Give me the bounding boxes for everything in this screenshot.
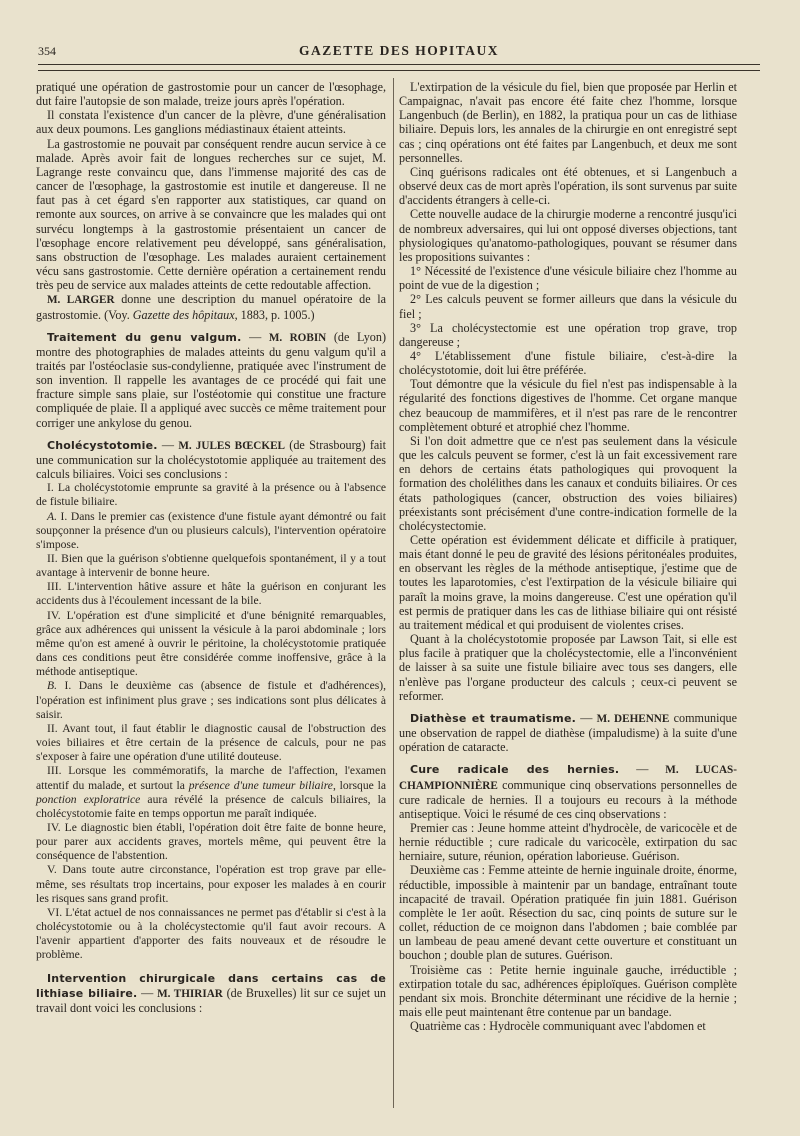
- author-name: M. THIRIAR: [157, 987, 223, 1000]
- header-rule-bottom: [38, 70, 760, 71]
- conclusion-item: II. Avant tout, il faut établir le diagnostic causal de l'obstruction des voies biliaires et être certain de la présence de calculs, pour ne pas s'exposer à faire une opération d'une utilité douteuse.: [36, 721, 386, 764]
- left-column: [36, 80, 386, 1015]
- section-heading: Cure radicale des hernies.: [410, 763, 620, 777]
- section-heading: Traitement du genu valgum.: [47, 330, 242, 344]
- section-paragraph: Traitement du genu valgum. — M. ROBIN (de Lyon) montre des photographies de malades atteints du genu valgum qu'il a traités par l'ostéoclasie sus-condylienne, pratiquée avec l'instrument de son invention. Il rappelle les avantages de ce procédé qui fait une fracture simple sans plaie, sur l'ostéotomie qui constitue une fracture compliquée de plaie. Il a appliqué avec succès ce même traitement pour corriger une ankylose du genou.: [36, 329, 386, 430]
- paragraph: M. LARGER donne une description du manuel opératoire de la gastrostomie. (Voy. Gazette des hôpitaux, 1883, p. 1005.): [36, 292, 386, 322]
- author-name: M. LUCAS-CHAMPIONNIÈRE: [399, 764, 737, 792]
- section-heading: Intervention chirurgicale dans certains cas de lithiase biliaire.: [36, 971, 386, 1000]
- author-name: M. ROBIN: [268, 331, 327, 344]
- header-rule-top: [38, 64, 760, 65]
- journal-title: GAZETTE DES HOPITAUX: [298, 43, 500, 58]
- page-number: 354: [38, 44, 56, 58]
- author-name: M. DEHENNE: [596, 712, 670, 725]
- paragraph: L'extirpation de la vésicule du fiel, bien que proposée par Herlin et Campaignac, n'avait pas encore été faite chez l'homme, lorsque Langenbuch (de Berlin), en 1882, la pratiqua pour un cas de lithiase biliaire. Depuis lors, les annales de la chirurgie en ont enregistré sept cas ; cinq opérations ont été faites par Langenbuch, et deux me sont personnelles.: [399, 80, 737, 165]
- paragraph: Cette opération est évidemment délicate et difficile à pratiquer, mais étant donné le peu de gravité des lésions péritonéales produites, en observant les règles de la méthode antiseptique, j'estime que de toutes les laparotomies, c'est l'extirpation de la vésicule biliaire qui paraît la moins grave, la moins dangereuse. C'est une opération qu'il est permis de pratiquer dans les cas de lithiase biliaire qui ont résisté au traitement médical et qui produisent de violentes crises.: [399, 533, 737, 632]
- conclusion-item: A. I. Dans le premier cas (existence d'une fistule ayant démontré ou fait soupçonner la présence d'un ou plusieurs calculs), l'intervention opératoire s'impose.: [36, 509, 386, 551]
- paragraph: Il constata l'existence d'un cancer de la plèvre, d'une généralisation aux deux poumons. Les ganglions médiastinaux étaient atteints.: [36, 108, 386, 137]
- case-paragraph: Premier cas : Jeune homme atteint d'hydrocèle, de varicocèle et de hernie réductible ; cure radicale du varicocèle, extirpation du sac herniaire, suture, réunion, opération laborieuse. Guérison.: [399, 820, 737, 864]
- paragraph: Tout démontre que la vésicule du fiel n'est pas indispensable à la régularité des fonctions digestives de l'homme. Cet organe manque chez beaucoup de mammifères, et il n'est pas rare de le rencontrer complètement obturé et atrophié chez l'homme.: [399, 377, 737, 434]
- conclusion-item: VI. L'état actuel de nos connaissances ne permet pas d'établir si c'est à la cholécystotomie ou à la cholécystectomie qu'il faut avoir recours. A l'avenir appartient d'apporter des faits nouveaux et de résoudre le problème.: [36, 905, 386, 962]
- list-item: 3° La cholécystectomie est une opération trop grave, trop dangereuse ;: [399, 320, 737, 349]
- conclusion-item: B. I. Dans le deuxième cas (absence de fistule et d'adhérences), l'opération est infiniment plus grave ; ses indications sont plus délicates à saisir.: [36, 679, 386, 721]
- column-separator: [393, 78, 394, 1108]
- conclusion-item: III. L'intervention hâtive assure et hâte la guérison en conjurant les accidents dus à l'écoulement incessant de la bile.: [36, 580, 386, 608]
- paragraph: Cette nouvelle audace de la chirurgie moderne a rencontré jusqu'ici de nombreux adversaires, qui lui ont opposé diverses objections, tant physiologiques qu'anatomo-pathologiques, pouvant se résumer dans les propositions suivantes :: [399, 207, 737, 264]
- conclusion-item: IV. Le diagnostic bien établi, l'opération doit être faite de bonne heure, pour parer aux accidents graves, mortels même, qui peuvent être la conséquence de l'abstention.: [36, 820, 386, 863]
- author-name: M. JULES BŒCKEL: [178, 439, 286, 452]
- list-item: 2° Les calculs peuvent se former ailleurs que dans la vésicule du fiel ;: [399, 292, 737, 321]
- paragraph: Si l'on doit admettre que ce n'est pas seulement dans la vésicule que les calculs peuvent se former, c'est là un fait excessivement rare en dehors de certains états pathologiques qui provoquent la formation des cholélithes dans les canaux et conduits biliaires. Or ces états pathologiques (cancer, obstruction des voies biliaires) préexistants sont précisément d'une contre-indication formelle de la cholécystectomie.: [399, 433, 737, 533]
- section-paragraph: Cure radicale des hernies. — M. LUCAS-CHAMPIONNIÈRE communique cinq observations personnelles de cure radicale de hernies. Il a toujours eu recours à la méthode antiseptique. Voici le résumé de ces cinq observations :: [399, 762, 737, 821]
- section-paragraph: Diathèse et traumatisme. — M. DEHENNE communique une observation de rappel de diathèse (impaludisme) à la suite d'une opération de cataracte.: [399, 710, 737, 755]
- conclusion-item: I. La cholécystotomie emprunte sa gravité à la présence ou à l'absence de fistule biliaire.: [36, 481, 386, 509]
- section-heading: Diathèse et traumatisme.: [410, 711, 576, 725]
- journal-reference: Gazette des hôpitaux: [132, 307, 235, 322]
- section-paragraph: Cholécystotomie. — M. JULES BŒCKEL (de Strasbourg) fait une communication sur la cholécystotomie appliquée au traitement des calculs biliaires. Voici ses conclusions :: [36, 437, 386, 482]
- page-header: [38, 40, 760, 60]
- list-item: 1° Nécessité de l'existence d'une vésicule biliaire chez l'homme au point de vue de la digestion ;: [399, 264, 737, 293]
- list-item: 4° L'établissement d'une fistule biliaire, c'est-à-dire la cholécystotomie, doit lui être préférée.: [399, 348, 737, 378]
- paragraph: La gastrostomie ne pouvait par conséquent rendre aucun service à ce malade. Après avoir fait de longues recherches sur ce sujet, M. Lagrange reste convaincu que, dans l'immense majorité des cas de cancer de l'œsophage, la gastrostomie est inutile et dangereuse. Il ne faut pas à cet égard s'en rapporter aux statistiques, car quand on remonte aux sources, on arrive à se convaincre que les malades qui ont survécu longtemps à la gastrostomie présentaient un cancer de l'œsophage encore relativement peu développé, sans généralisation, sans obstruction de l'œsophage. Les malades auraient certainement vécu sans gastrostomie. Cette dernière opération a certainement rendu très peu de service aux malades atteints de cette redoutable affection.: [36, 136, 386, 293]
- conclusion-item: IV. L'opération est d'une simplicité et d'une bénignité remarquables, grâce aux adhérences qui unissent la vésicule à la paroi abdominale ; lors même qu'on est amené à ouvrir le péritoine, la cholécystotomie pratiquée dans ces conditions peut être considérée comme inoffensive, grâce à la méthode antiseptique.: [36, 608, 386, 679]
- section-heading: Cholécystotomie.: [47, 438, 158, 452]
- case-paragraph: Quatrième cas : Hydrocèle communiquant avec l'abdomen et: [410, 1019, 706, 1034]
- conclusion-item: II. Bien que la guérison s'obtienne quelquefois spontanément, il y a tout avantage à intervenir de bonne heure.: [36, 552, 386, 580]
- case-paragraph: Troisième cas : Petite hernie inguinale gauche, irréductible ; extirpation totale du sac, adhérences épiploïques. Guérison complète pendant six mois. Bronchite déterminant une récidive de la hernie ; mais elle peut maintenant être contenue par un bandage.: [399, 962, 737, 1019]
- paragraph: Cinq guérisons radicales ont été obtenues, et si Langenbuch a observé deux cas de mort après l'opération, ils sont survenus par suite d'accidents étrangers à celle-ci.: [399, 164, 737, 208]
- conclusion-item: V. Dans toute autre circonstance, l'opération est trop grave par elle-même, ses résultats trop incertains, pour exposer les malades à en courir les risques sans grand profit.: [36, 863, 386, 905]
- paragraph: Quant à la cholécystotomie proposée par Lawson Tait, si elle est plus facile à pratiquer que la cholécystectomie, elle a l'inconvénient de laisser à sa suite une fistule biliaire avec tous ses dangers, elle n'enlève pas l'organe producteur des calculs ; ceux-ci peuvent se reformer.: [399, 632, 737, 703]
- author-name: M. LARGER: [47, 294, 115, 307]
- right-column: [399, 80, 737, 1033]
- paragraph: pratiqué une opération de gastrostomie pour un cancer de l'œsophage, dut faire l'autopsie de son malade, treize jours après l'opération.: [36, 80, 386, 109]
- section-paragraph: Intervention chirurgicale dans certains cas de lithiase biliaire. — M. THIRIAR (de Bruxelles) lit sur ce sujet un travail dont voici les conclusions :: [36, 971, 386, 1015]
- case-paragraph: Deuxième cas : Femme atteinte de hernie inguinale droite, énorme, réductible, impossible à maintenir par un bandage, entraînant toute incapacité de travail. Opération pratiquée fin juin 1881. Guérison complète le 1er août. Résection du sac, cinq points de suture sur le collet, réduction de ce moignon dans l'abdomen ; baie comblée par un lambeau de peau amené devant cette ouverture et constituant un bouchon ; double plan de sutures. Guérison.: [399, 863, 737, 963]
- conclusion-item: III. Lorsque les commémoratifs, la marche de l'affection, l'examen attentif du malade, et surtout la présence d'une tumeur biliaire, lorsque la ponction exploratrice aura révélé la présence de calculs biliaires, la cholécystotomie faite en temps opportun me paraît indiquée.: [36, 764, 386, 820]
